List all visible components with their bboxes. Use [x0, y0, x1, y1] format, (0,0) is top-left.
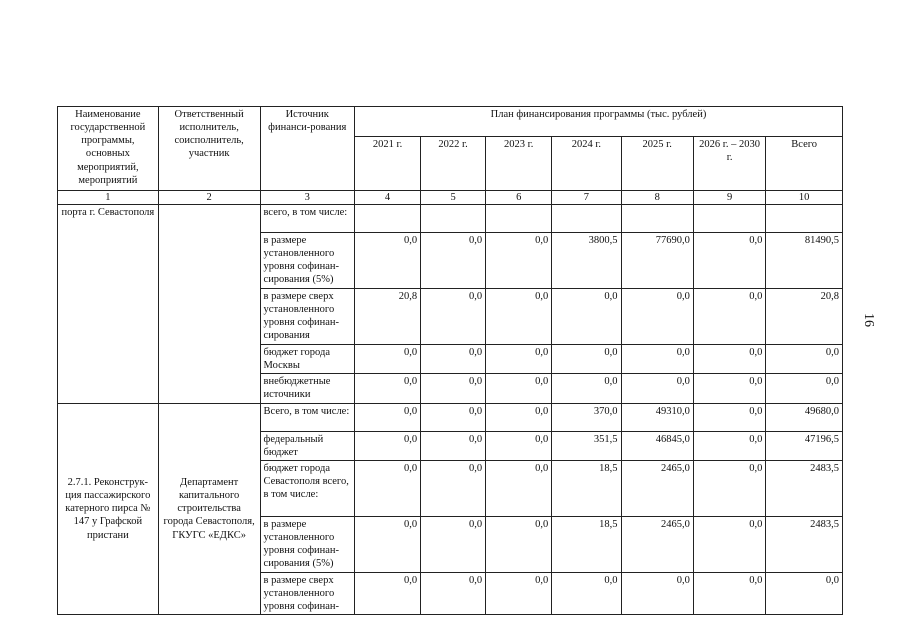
year-value: 0,0	[693, 516, 765, 572]
year-value: 0,0	[621, 345, 693, 374]
year-value: 0,0	[354, 431, 420, 460]
year-value: 0,0	[421, 289, 486, 345]
table-row	[58, 403, 843, 431]
year-value: 0,0	[621, 572, 693, 614]
column-numbers-row	[58, 191, 843, 205]
header-year: 2024 г.	[552, 137, 621, 191]
executor: Департамент капитального строительства города Севастополя, ГКУГС «ЕДКС»	[158, 403, 260, 615]
total-value: 81490,5	[766, 233, 843, 289]
year-value	[421, 205, 486, 233]
year-value: 0,0	[621, 289, 693, 345]
year-value: 18,5	[552, 516, 621, 572]
funding-source: бюджет города Севастополя всего, в том числе:	[260, 460, 354, 516]
header-year: 2022 г.	[421, 137, 486, 191]
year-value: 0,0	[552, 374, 621, 403]
activity-name: 2.7.1. Реконструк-ция пассажирского катерного пирса № 147 у Графской пристани	[58, 403, 159, 615]
total-value: 2483,5	[766, 516, 843, 572]
year-value: 2465,0	[621, 460, 693, 516]
column-number: 9	[693, 191, 765, 205]
funding-source: в размере сверх установленного уровня софинан-	[260, 572, 354, 614]
year-value	[693, 205, 765, 233]
total-value: 0,0	[766, 345, 843, 374]
funding-source: бюджет города Москвы	[260, 345, 354, 374]
year-value: 0,0	[354, 516, 420, 572]
year-value: 0,0	[421, 403, 486, 431]
year-value: 0,0	[486, 403, 552, 431]
column-number: 7	[552, 191, 621, 205]
year-value: 0,0	[354, 374, 420, 403]
year-value: 18,5	[552, 460, 621, 516]
header-source: Источник финанси-рования	[260, 107, 354, 191]
year-value: 0,0	[421, 431, 486, 460]
year-value: 0,0	[486, 460, 552, 516]
year-value: 49310,0	[621, 403, 693, 431]
year-value: 0,0	[354, 345, 420, 374]
total-value: 0,0	[766, 572, 843, 614]
funding-source: всего, в том числе:	[260, 205, 354, 233]
year-value: 0,0	[693, 460, 765, 516]
activity-name: порта г. Севастополя	[58, 205, 159, 404]
table-body	[58, 205, 843, 615]
year-value: 0,0	[421, 233, 486, 289]
year-value: 3800,5	[552, 233, 621, 289]
year-value: 0,0	[693, 374, 765, 403]
year-value: 0,0	[421, 516, 486, 572]
column-number: 8	[621, 191, 693, 205]
header-year: 2025 г.	[621, 137, 693, 191]
column-number: 3	[260, 191, 354, 205]
year-value: 0,0	[486, 431, 552, 460]
year-value: 0,0	[486, 516, 552, 572]
year-value: 0,0	[552, 572, 621, 614]
year-value: 0,0	[354, 233, 420, 289]
funding-source: федеральный бюджет	[260, 431, 354, 460]
header-executor: Ответственный исполнитель, соисполнитель, участник	[158, 107, 260, 191]
year-value	[552, 205, 621, 233]
year-value: 0,0	[421, 345, 486, 374]
year-value: 0,0	[486, 345, 552, 374]
total-value	[766, 205, 843, 233]
column-number: 2	[158, 191, 260, 205]
year-value: 0,0	[421, 572, 486, 614]
total-value: 47196,5	[766, 431, 843, 460]
year-value	[621, 205, 693, 233]
year-value: 77690,0	[621, 233, 693, 289]
year-value: 370,0	[552, 403, 621, 431]
year-value: 0,0	[693, 403, 765, 431]
year-value: 0,0	[486, 289, 552, 345]
year-value: 0,0	[486, 572, 552, 614]
page-number: 16	[861, 313, 876, 327]
funding-source: Всего, в том числе:	[260, 403, 354, 431]
funding-source: в размере установленного уровня софинан-сирования (5%)	[260, 233, 354, 289]
year-value: 0,0	[552, 289, 621, 345]
header-plan: План финансирования программы (тыс. рублей)	[354, 107, 842, 137]
year-value: 0,0	[421, 374, 486, 403]
column-number: 4	[354, 191, 420, 205]
year-value: 20,8	[354, 289, 420, 345]
year-value: 0,0	[693, 233, 765, 289]
total-value: 49680,0	[766, 403, 843, 431]
year-value: 0,0	[354, 460, 420, 516]
year-value: 46845,0	[621, 431, 693, 460]
year-value	[354, 205, 420, 233]
year-value: 0,0	[693, 572, 765, 614]
header-year: 2026 г. – 2030 г.	[693, 137, 765, 191]
header-total: Всего	[766, 137, 843, 191]
year-value: 0,0	[621, 374, 693, 403]
total-value: 2483,5	[766, 460, 843, 516]
year-value: 351,5	[552, 431, 621, 460]
year-value: 0,0	[486, 374, 552, 403]
year-value: 2465,0	[621, 516, 693, 572]
year-value: 0,0	[693, 431, 765, 460]
total-value: 20,8	[766, 289, 843, 345]
funding-source: в размере установленного уровня софинан-сирования (5%)	[260, 516, 354, 572]
year-value: 0,0	[552, 345, 621, 374]
year-value: 0,0	[421, 460, 486, 516]
column-number: 1	[58, 191, 159, 205]
year-value: 0,0	[693, 345, 765, 374]
year-value: 0,0	[354, 572, 420, 614]
year-value: 0,0	[486, 233, 552, 289]
funding-source: внебюджетные источники	[260, 374, 354, 403]
executor	[158, 205, 260, 404]
year-value	[486, 205, 552, 233]
table-row	[58, 205, 843, 233]
total-value: 0,0	[766, 374, 843, 403]
year-value: 0,0	[693, 289, 765, 345]
column-number: 10	[766, 191, 843, 205]
funding-source: в размере сверх установленного уровня софинан-сирования	[260, 289, 354, 345]
header-name: Наименование государственной программы, основных мероприятий, мероприятий	[58, 107, 159, 191]
financing-table	[57, 106, 843, 615]
column-number: 6	[486, 191, 552, 205]
header-year: 2021 г.	[354, 137, 420, 191]
year-value: 0,0	[354, 403, 420, 431]
header-year: 2023 г.	[486, 137, 552, 191]
column-number: 5	[421, 191, 486, 205]
